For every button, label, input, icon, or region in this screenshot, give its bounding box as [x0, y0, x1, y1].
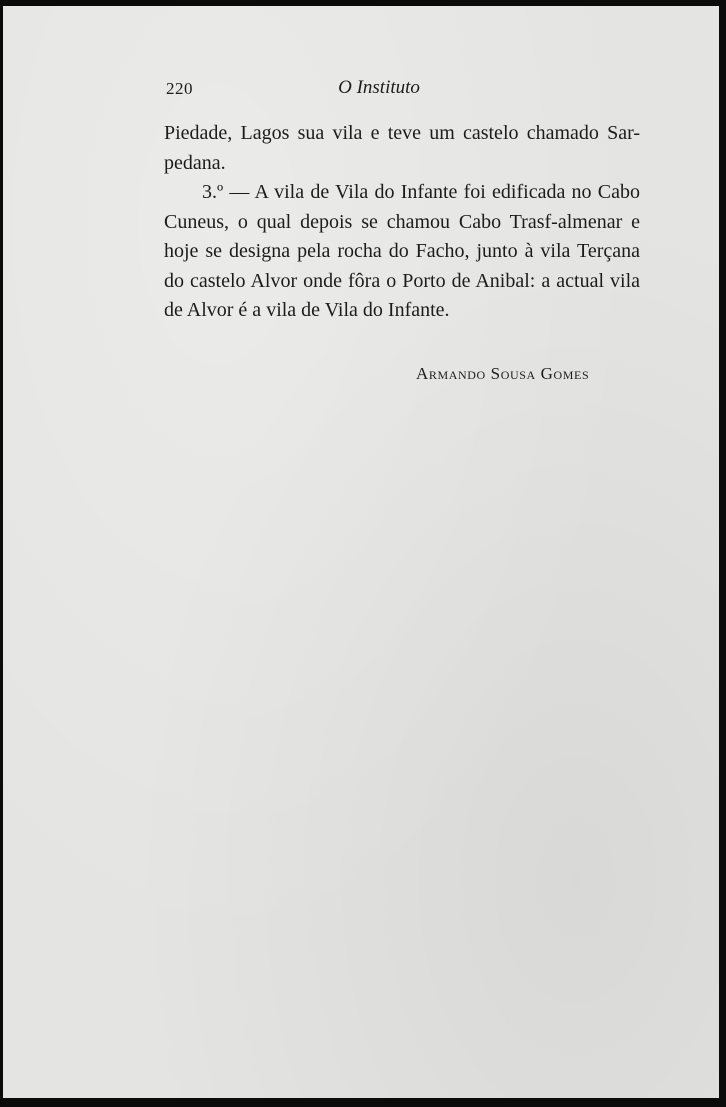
- document-page: [3, 6, 719, 1098]
- page-number: 220: [166, 79, 193, 98]
- body-text: [164, 119, 640, 326]
- paragraph: 3.º — A vila de Vila do Infante foi edificada no Cabo Cuneus, o qual depois se chamou Cabo Trasf-almenar e hoje se designa pela rocha do Facho, junto à vila Terçana do castelo Alvor onde fôra o Porto de Anibal: a actual vila de Alvor é a vila de Vila do Infante.: [164, 181, 640, 321]
- paragraph: Piedade, Lagos sua vila e teve um castelo chamado Sar-pedana.: [164, 122, 640, 174]
- running-title: O Instituto: [338, 77, 420, 98]
- author-signature: Armando Sousa Gomes: [416, 364, 590, 383]
